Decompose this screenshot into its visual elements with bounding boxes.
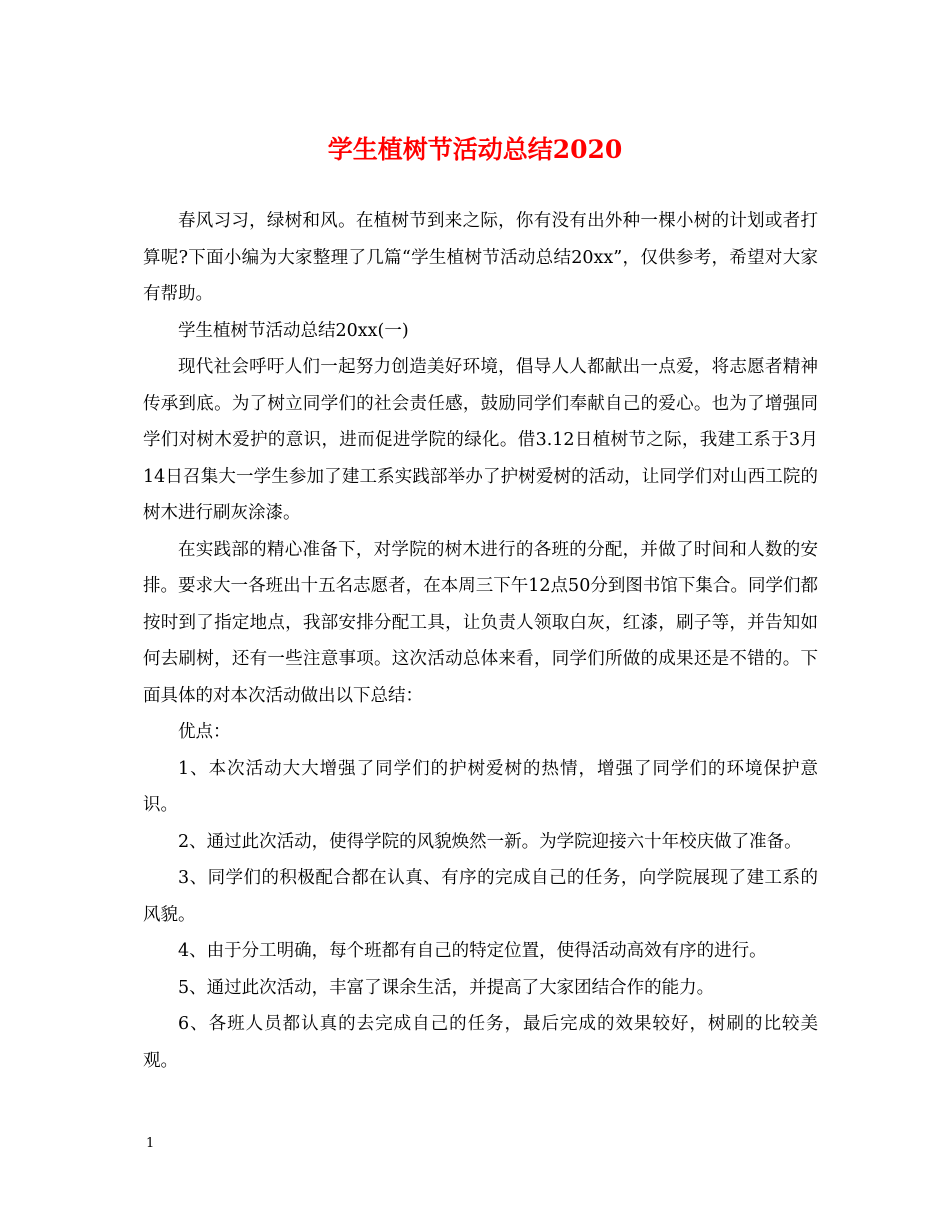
document-body (143, 203, 818, 1079)
advantages-heading: 优点： (178, 722, 231, 742)
intro-paragraph: 春风习习，绿树和风。在植树节到来之际，你有没有出外种一棵小树的计划或者打算呢?下面小编为大家整理了几篇“学生植树节活动总结20xx”，仅供参考，希望对大家有帮助。 (143, 211, 818, 304)
list-item: 2、通过此次活动，使得学院的风貌焕然一新。为学院迎接六十年校庆做了准备。 (178, 831, 802, 852)
list-item: 3、同学们的积极配合都在认真、有序的完成自己的任务，向学院展现了建工系的风貌。 (143, 868, 818, 925)
section-heading: 学生植树节活动总结20xx(一) (178, 320, 409, 341)
list-item: 6、各班人员都认真的去完成自己的任务，最后完成的效果较好，树刷的比较美观。 (143, 1014, 818, 1071)
list-item: 1、本次活动大大增强了同学们的护树爱树的热情，增强了同学们的环境保护意识。 (143, 758, 818, 815)
page-number: 1 (146, 1136, 155, 1151)
list-item: 4、由于分工明确，每个班都有自己的特定位置，使得活动高效有序的进行。 (178, 941, 767, 961)
paragraph-preparation: 在实践部的精心准备下，对学院的树木进行的各班的分配，并做了时间和人数的安排。要求大一各班出十五名志愿者，在本周三下午12点50分到图书馆下集合。同学们都按时到了指定地点，我部安排分配工具，让负责人领取白灰，红漆，刷子等，并告知如何去刷树，还有一些注意事项。这次活动总体来看，同学们所做的成果还是不错的。下面具体的对本次活动做出以下总结： (143, 539, 818, 706)
list-item: 5、通过此次活动，丰富了课余生活，并提高了大家团结合作的能力。 (178, 977, 715, 998)
paragraph-background: 现代社会呼吁人们一起努力创造美好环境，倡导人人都献出一点爱，将志愿者精神传承到底。为了树立同学们的社会责任感，鼓励同学们奉献自己的爱心。也为了增强同学们对树木爱护的意识，进而促进学院的绿化。借3.12日植树节之际，我建工系于3月14日召集大一学生参加了建工系实践部举办了护树爱树的活动，让同学们对山西工院的树木进行刷灰涂漆。 (143, 357, 818, 523)
document-title: 学生植树节活动总结2020 (327, 135, 623, 164)
